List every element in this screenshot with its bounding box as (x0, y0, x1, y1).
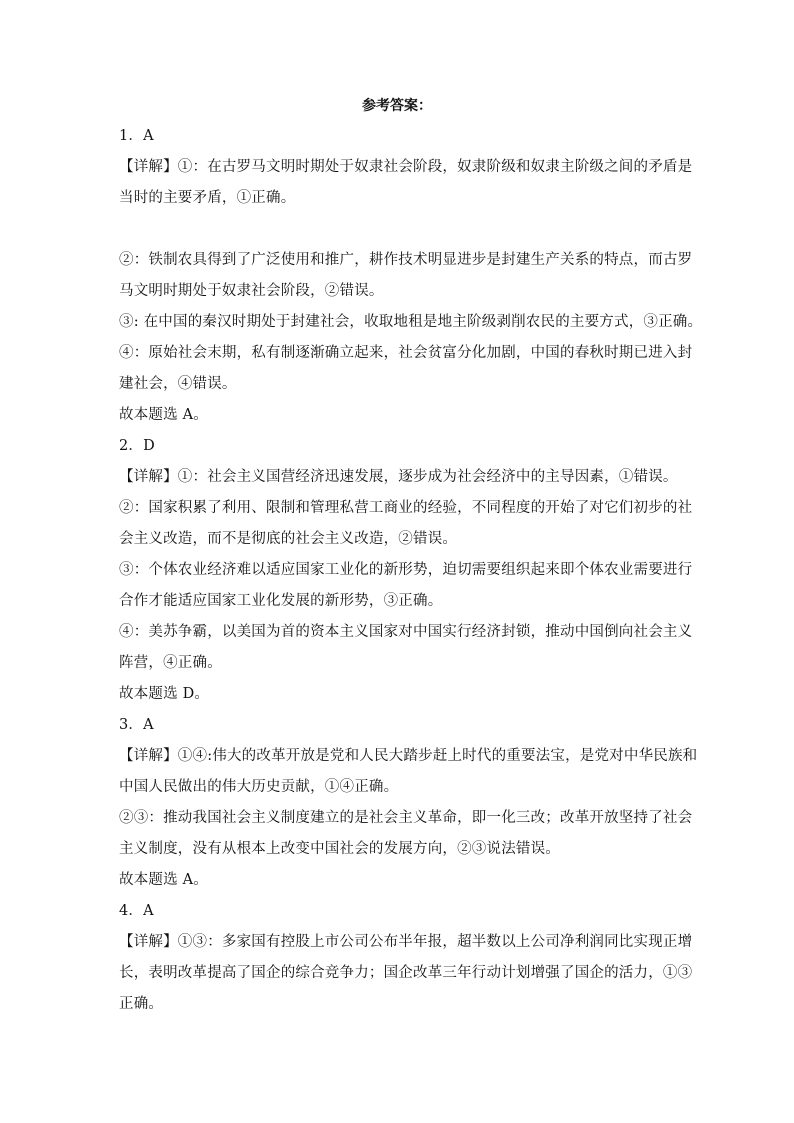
answer-2-detail-line: 合作才能适应国家工业化发展的新形势，③正确。 (119, 593, 443, 609)
answer-2-detail-line: 阵营，④正确。 (119, 655, 222, 671)
answer-4-detail-line: 【详解】①③：多家国有控股上市公司公布半年报，超半数以上公司净利润同比实现正增 (119, 934, 693, 950)
page-title: 参考答案： (362, 98, 432, 114)
answer-2-detail-line: ④：美苏争霸，以美国为首的资本主义国家对中国实行经济封锁，推动中国倒向社会主义 (119, 624, 693, 640)
answer-2-detail-line: ③：个体农业经济难以适应国家工业化的新形势，迫切需要组织起来即个体农业需要进行 (119, 562, 693, 578)
answer-1-detail-line: 马文明时期处于奴隶社会阶段，②错误。 (119, 283, 384, 299)
answer-2-heading: 2．D (119, 438, 155, 454)
answer-3-heading: 3．A (119, 717, 154, 733)
answer-2-detail-line: 会主义改造，而不是彻底的社会主义改造，②错误。 (119, 531, 458, 547)
answer-3-detail-line: ②③：推动我国社会主义制度建立的是社会主义革命，即一化三改；改革开放坚持了社会 (119, 810, 693, 826)
answer-2-detail-line: 【详解】①：社会主义国营经济迅速发展，逐步成为社会经济中的主导因素，①错误。 (119, 469, 678, 485)
answer-1-detail-line: ③: 在中国的秦汉时期处于封建社会，收取地租是地主阶级剥削农民的主要方式，③正确。 (119, 314, 703, 330)
answer-4-detail-line: 正确。 (119, 996, 164, 1012)
answer-1-detail-line: ④：原始社会末期，私有制逐渐确立起来，社会贫富分化加剧，中国的春秋时期已进入封 (119, 345, 693, 361)
answer-3-detail-line: 主义制度，没有从根本上改变中国社会的发展方向，②③说法错误。 (119, 841, 560, 857)
answer-2-detail-line: ②：国家积累了利用、限制和管理私营工商业的经验，不同程度的开始了对它们初步的社 (119, 500, 693, 516)
answer-1-conclusion: 故本题选 A。 (119, 407, 208, 423)
answer-1-heading: 1．A (119, 128, 154, 144)
answer-1-detail-line: 建社会，④错误。 (119, 376, 237, 392)
answer-4-detail-line: 长，表明改革提高了国企的综合竞争力；国企改革三年行动计划增强了国企的活力，①③ (119, 965, 693, 981)
answer-1-detail-line: 当时的主要矛盾，①正确。 (119, 190, 296, 206)
answer-3-conclusion: 故本题选 A。 (119, 872, 208, 888)
answer-1-detail-line: 【详解】①：在古罗马文明时期处于奴隶社会阶段，奴隶阶级和奴隶主阶级之间的矛盾是 (119, 159, 693, 175)
answer-4-heading: 4．A (119, 903, 154, 919)
answer-2-conclusion: 故本题选 D。 (119, 686, 210, 702)
answer-3-detail-line: 中国人民做出的伟大历史贡献，①④正确。 (119, 779, 399, 795)
answer-1-detail-line: ②：铁制农具得到了广泛使用和推广，耕作技术明显进步是封建生产关系的特点，而古罗 (119, 252, 693, 268)
answer-3-detail-line: 【详解】①④:伟大的改革开放是党和人民大踏步赶上时代的重要法宝，是党对中华民族和 (119, 748, 698, 764)
